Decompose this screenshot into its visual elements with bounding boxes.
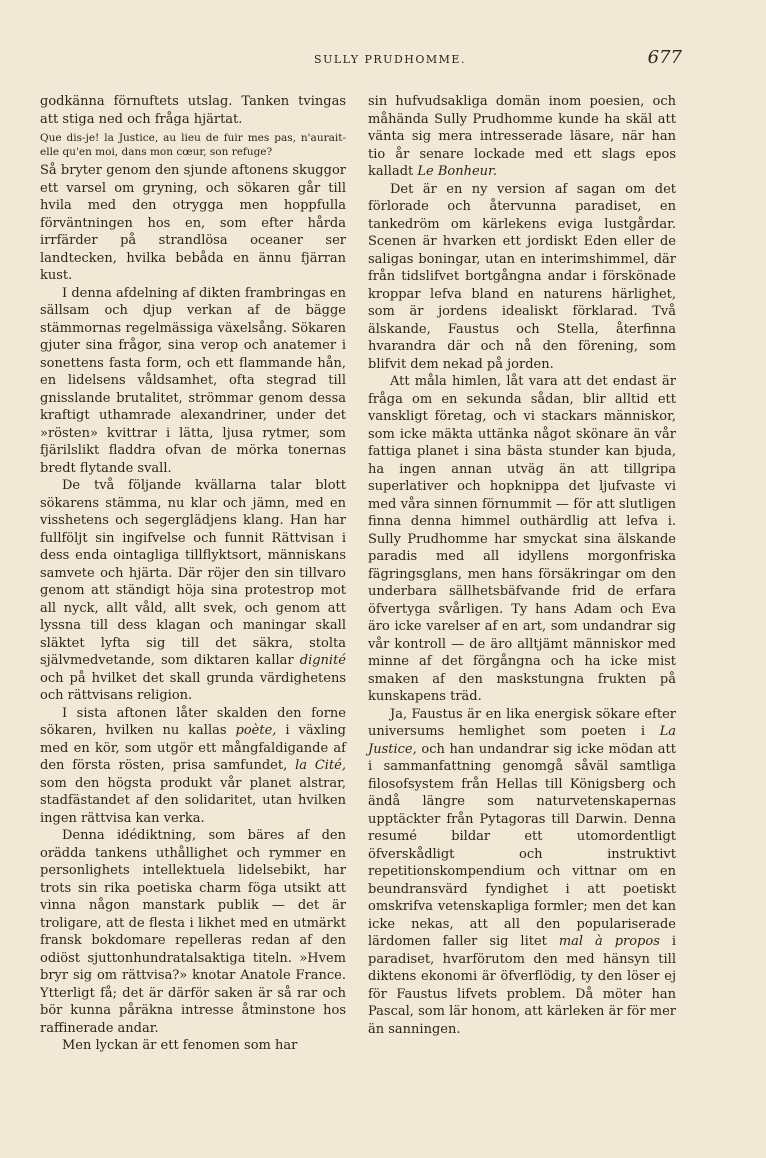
italic-term: dignité <box>299 653 346 668</box>
left-column <box>40 93 346 1055</box>
paragraph: Det är en ny version af sagan om det förlorade och återvunna paradiset, en tankedröm om kärlekens eviga lustgårdar. Scenen är hvarken ett jordiskt Eden eller de saligas boningar, utan en interimshimmel, där från tidslifvet bortgångna andar i förskönade kroppar lefva bland en naturens härlighet, som är jordens idealiskt förklarad. Två älskande, Faustus och Stella, återfinna hvarandra där och nå den förening, som blifvit dem nekad på jorden. <box>368 181 676 372</box>
text-run: och på hvilket det skall grunda värdighetens och rättvisans religion. <box>40 670 346 703</box>
paragraph <box>40 705 346 828</box>
running-head <box>0 47 766 71</box>
french-quote: Que dis-je! la Justice, au lieu de fuir mes pas, n'aurait-elle qu'en moi, dans mon cœur, son refuge? <box>40 132 346 158</box>
right-column <box>368 93 676 1038</box>
running-title: SULLY PRUDHOMME. <box>314 53 466 66</box>
italic-title: Le Bonheur. <box>417 164 497 179</box>
paragraph <box>368 706 676 1039</box>
italic-term: la Cité, <box>295 758 346 773</box>
text-run: i paradiset, hvarförutom den med hänsyn till diktens ekonomi är öfverflödig, ty den löser ej för Faustus lifvets problem. Då möter han Pascal, som lär honom, att kärleken är för mer än sanningen. <box>368 934 676 1037</box>
italic-title: La Justice, <box>368 724 676 757</box>
italic-term: poète, <box>235 723 277 738</box>
text-run: De två följande kvällarna talar blott sökarens stämma, nu klar och jämn, med en visshetens och segerglädjens klang. Han har fullföljt sin ingifvelse och funnit Rättvisan i dess enda ointagliga tillflyktsort, människans samvete och hjärta. Där röjer den sin tillvaro genom att ständigt höja sina protestrop mot all nyck, allt våld, allt svek, och genom att lyssna till dess klagan och maningar skall släktet lyfta sig till det säkra, stolta självmedvetande, som diktaren kallar <box>40 478 346 668</box>
paragraph <box>40 477 346 705</box>
page-number: 677 <box>647 47 682 68</box>
text-run: och han undandrar sig icke mödan att i sammanfattning genomgå såväl samtliga filosofsystem från Hellas till Königsberg och ändå längre som naturvetenskapernas upptäckter från Pytagoras till Darwin. Denna resumé bildar ett utomordentligt öfverskådligt och instruktivt repetitionskompendium och vittnar om en beundransvärd fyndighet i att poetiskt omskrifva vetenskapliga formler; men det kan icke nekas, att all den populariserade lärdomen faller sig litet <box>368 741 677 949</box>
paragraph: Så bryter genom den sjunde aftonens skuggor ett varsel om gryning, och sökaren går till hvila med den otrygga men hoppfulla förväntningen hos en, som efter hårda irrfärder på strandlösa oceaner ser landtecken, hvilka bebåda en ännu fjärran kust. <box>40 163 346 283</box>
paragraph <box>368 93 676 181</box>
paragraph: godkänna förnuftets utslag. Tanken tvingas att stiga ned och fråga hjärtat. <box>40 94 346 127</box>
text-run: i växling med en kör, som utgör ett mångfaldigande af den första rösten, prisa samfundet, <box>40 723 346 773</box>
italic-term: mal à propos <box>558 934 660 949</box>
text-run: som den högsta produkt vår planet alstrar, stadfästandet af den solidaritet, utan hvilken ingen rättvisa kan verka. <box>40 775 346 826</box>
paragraph: I denna afdelning af dikten frambringas en sällsam och djup verkan af de bägge stämmornas regelmässiga växelsång. Sökaren gjuter sina frågor, sina verop och anatemer i sonettens fasta form, och ett flammande hån, en lidelsens våldsamhet, ofta stegrad till gnisslande brutalitet, strömmar genom dessa kraftigt uthamrade alexandriner, under det »rösten» kvittrar i lätta, ljusa rytmer, som fjärilslikt fladdra ofvan de mörka tonernas bredt flytande svall. <box>40 285 346 476</box>
paragraph: Att måla himlen, låt vara att det endast är fråga om en sekunda sådan, blir alltid ett vanskligt företag, och vi stackars människor, som icke mäkta uttänka något skönare än vår fattiga planet i sina bästa stunder kan bjuda, ha ingen annan utväg än att tillgripa superlativer och hopknippa det ljufvaste vi med våra sinnen förnummit — för att slutligen finna denna himmel outhärdlig att lefva i. Sully Prudhomme har smyckat sina älskande paradis med all idyllens morgonfriska fägringsglans, men hans försäkringar om den underbara sällhetsbäfvande frid de erfara öfvertyga svårligen. Ty hans Adam och Eva äro icke varelser af en art, som undandrar sig vår kontroll — de äro alltjämt människor med minne af det förgångna och ha icke mist smaken af den maskstungna frukten på kunskapens träd. <box>368 374 676 704</box>
text-run: Ja, Faustus är en lika energisk sökare efter universums hemlighet som poeten i <box>368 706 676 739</box>
paragraph: Denna idédiktning, som bäres af den orädda tankens uthållighet och rymmer en personlighets intellektuela lidelsebikt, har trots sin rika poetiska charm föga utsikt att vinna någon manstark publik — det är troligare, att de flesta i likhet med en utmärkt fransk bokdomare repelleras redan af den odiöst sjuttonhundratalsaktiga titeln. »Hvem bryr sig om rättvisa?» knotar Anatole France. Ytterligt få; det är därför saken är så rar och bör kunna påräkna intresse åtminstone hos raffinerade andar. <box>40 828 346 1036</box>
text-run: I sista aftonen låter skalden den forne sökaren, hvilken nu kallas <box>40 705 346 738</box>
paragraph: Men lyckan är ett fenomen som har <box>62 1038 298 1053</box>
text-run: sin hufvudsakliga domän inom poesien, och måhända Sully Prudhomme kunde ha skäl att vänta sig mera intresserade läsare, när han tio år senare lockade med ett slags epos kalladt <box>368 94 676 179</box>
